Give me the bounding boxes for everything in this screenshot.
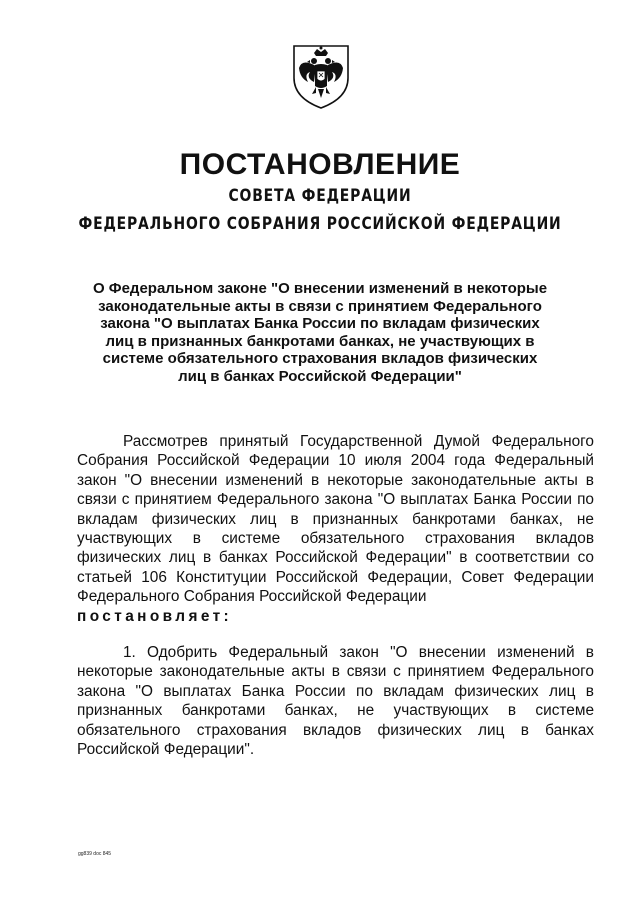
preamble-text: Рассмотрев принятый Государственной Думой Федерального Собрания Российской Федерации 10 июля 2004 года Федеральный закон "О внесении изменений в некоторые законодательные акты в связи с принятием Федерального закона "О выплатах Банка России по вкладам физических лиц в признанных банкротами банках, не участвующих в системе обязательного страхования вкладов физических лиц в банках Российской Федерации" в соответствии со статьей 106 Конституции Российской Федерации, Совет Федерации Федерального Собрания Российской Федерации — [77, 433, 594, 606]
document-code: gg839 doc 845 — [78, 851, 112, 857]
issuer-line-2: ФЕДЕРАЛЬНОГО СОБРАНИЯ РОССИЙСКОЙ ФЕДЕРАЦИИ — [78, 214, 562, 234]
document-title: ПОСТАНОВЛЕНИЕ — [179, 148, 461, 181]
resolution-heading: О Федеральном законе "О внесении изменений в некоторые законодательные акты в связи с принятием Федерального закона "О выплатах Банка России по вкладам физических лиц в признанных банкротами банках, не участвующих в системе обязательного страхования вкладов физических лиц в банках Российской Федерации" — [92, 280, 548, 385]
preamble-paragraph — [77, 432, 594, 626]
issuer-line-1: СОВЕТА ФЕДЕРАЦИИ — [228, 186, 412, 206]
decree-word: постановляет: — [77, 607, 233, 625]
russian-coat-of-arms-icon — [290, 40, 352, 110]
clause-1-paragraph: 1. Одобрить Федеральный закон "О внесении изменений в некоторые законодательные акты в связи с принятием Федерального закона "О выплатах Банка России по вкладам физических лиц в признанных банкротами банках, не участвующих в системе обязательного страхования вкладов физических лиц в банках Российской Федерации". — [77, 644, 594, 759]
